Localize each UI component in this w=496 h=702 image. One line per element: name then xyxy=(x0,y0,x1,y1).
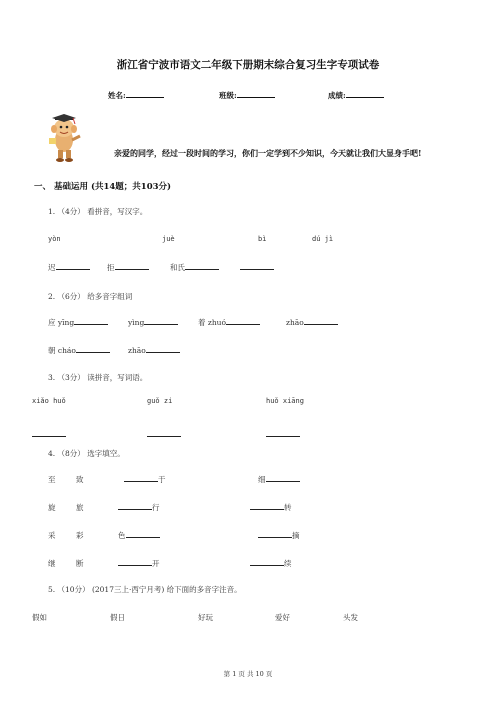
q4-word: 于 xyxy=(158,475,166,484)
q1-word: 和氏 xyxy=(170,263,185,272)
class-field xyxy=(219,89,275,101)
name-label: 姓名: xyxy=(108,91,126,100)
q4-choice-b: 断 xyxy=(76,559,84,568)
q4-choice-b: 旅 xyxy=(76,503,84,512)
answer-blank xyxy=(144,317,178,325)
q2-word: zhāo xyxy=(128,346,146,355)
q5-word-5: 头发 xyxy=(343,613,358,622)
section-title: 基础运用 (共14题；共103分) xyxy=(53,182,172,192)
q4-word: 细 xyxy=(258,475,266,484)
answer-blank xyxy=(258,530,292,538)
q2-item-5 xyxy=(48,345,110,356)
answer-blank xyxy=(56,262,90,270)
q4-blank-2 xyxy=(250,558,292,569)
q1-item-3 xyxy=(170,262,219,273)
answer-blank xyxy=(147,429,181,437)
answer-blank xyxy=(250,502,284,510)
answer-blank xyxy=(266,474,300,482)
question-3-heading: 3. （3分） 读拼音，写词语。 xyxy=(48,373,148,382)
mascot-image xyxy=(44,114,104,164)
score-blank xyxy=(346,89,384,98)
class-blank xyxy=(237,89,275,98)
answer-blank xyxy=(74,317,108,325)
page-title: 浙江省宁波市语文二年级下册期末综合复习生字专项试卷 xyxy=(116,59,380,71)
q2-word: 应 yīng xyxy=(48,318,75,327)
q3-pinyin-1: xiǎo huǒ xyxy=(32,397,66,405)
name-field xyxy=(108,89,164,101)
answer-blank xyxy=(304,317,338,325)
class-label: 班级: xyxy=(219,91,237,100)
q4-choice-a: 继 xyxy=(48,559,56,568)
answer-blank xyxy=(76,345,110,353)
q1-item-2 xyxy=(107,262,149,273)
q4-blank-1 xyxy=(118,530,160,541)
q2-word: 朝 cháo xyxy=(48,346,76,355)
q2-item-2 xyxy=(128,317,178,327)
page-footer: 第 1 页 共 10 页 xyxy=(223,670,273,678)
q4-blank-1 xyxy=(118,558,160,569)
question-2-heading: 2. （6分） 给多音字组词 xyxy=(48,292,133,301)
q2-item-6 xyxy=(128,345,180,355)
q5-word-1: 假如 xyxy=(32,613,47,622)
answer-blank xyxy=(32,429,66,437)
name-blank xyxy=(126,89,164,98)
answer-blank xyxy=(146,345,180,353)
q4-blank-2 xyxy=(258,530,300,541)
q1-word: 迟 xyxy=(48,263,56,272)
q4-word: 色 xyxy=(118,531,126,540)
q1-item-1 xyxy=(48,262,90,273)
answer-blank xyxy=(266,429,300,437)
q4-word: 摘 xyxy=(292,531,300,540)
q1-pinyin-1: yòn xyxy=(48,235,61,243)
section-heading xyxy=(34,180,171,192)
q2-item-4 xyxy=(286,317,338,327)
q5-word-2: 假日 xyxy=(110,613,125,622)
q4-blank-2 xyxy=(250,502,292,513)
answer-blank xyxy=(226,317,260,325)
q5-word-4: 爱好 xyxy=(275,613,290,622)
section-number: 一、 xyxy=(34,182,52,192)
q2-word: yìng xyxy=(128,318,145,327)
answer-blank xyxy=(250,558,284,566)
q4-word: 转 xyxy=(284,503,292,512)
answer-blank xyxy=(185,262,219,270)
q4-word: 续 xyxy=(284,559,292,568)
question-1-heading: 1. （4分） 看拼音，写汉字。 xyxy=(48,207,148,216)
q4-choice-b: 彩 xyxy=(76,531,84,540)
q3-pinyin-3: huǒ xiāng xyxy=(266,397,304,405)
answer-blank xyxy=(124,474,158,482)
q4-choice-b: 致 xyxy=(76,475,84,484)
score-field xyxy=(328,89,384,101)
q2-item-1 xyxy=(48,317,108,328)
q4-word: 行 xyxy=(152,503,160,512)
encouragement-text: 亲爱的同学，经过一段时间的学习，你们一定学到不少知识，今天就让我们大显身手吧! xyxy=(114,148,422,158)
q1-pinyin-3: bì xyxy=(258,235,267,243)
q1-item-4 xyxy=(240,262,274,272)
question-4-heading: 4. （8分） 选字填空。 xyxy=(48,449,125,458)
answer-blank xyxy=(118,558,152,566)
q1-word: 拒 xyxy=(107,263,115,272)
answer-blank xyxy=(126,530,160,538)
score-label: 成绩: xyxy=(328,91,346,100)
q2-word: 着 zhuó xyxy=(198,318,227,327)
q4-blank-2 xyxy=(258,474,300,485)
q4-blank-1 xyxy=(118,502,160,513)
q1-pinyin-2: juè xyxy=(162,235,175,243)
q1-pinyin-4: dú jì xyxy=(312,235,334,243)
answer-blank xyxy=(115,262,149,270)
question-5-heading: 5. （10分） (2017三上·西宁月考) 给下面的多音字注音。 xyxy=(48,585,242,594)
q4-word: 开 xyxy=(152,559,160,568)
answer-blank xyxy=(240,262,274,270)
q3-pinyin-2: guǒ zi xyxy=(147,397,173,405)
q4-choice-a: 旋 xyxy=(48,503,56,512)
q4-choice-a: 采 xyxy=(48,531,56,540)
q4-blank-1 xyxy=(124,474,166,485)
q4-choice-a: 至 xyxy=(48,475,56,484)
answer-blank xyxy=(118,502,152,510)
q2-item-3 xyxy=(198,317,260,328)
q2-word: zhāo xyxy=(286,318,304,327)
q5-word-3: 好玩 xyxy=(198,613,213,622)
